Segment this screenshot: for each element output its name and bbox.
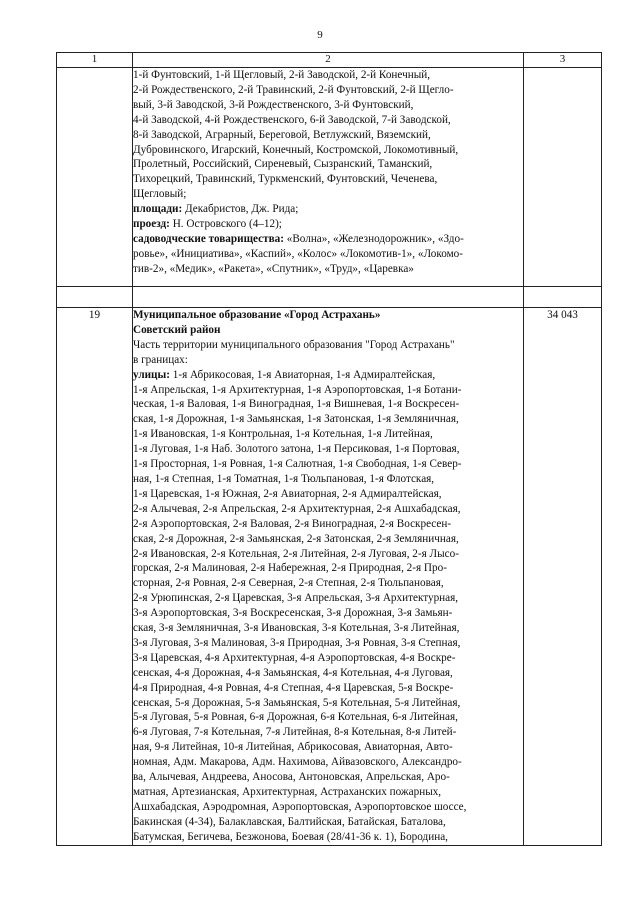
text-line: 3-я Луговая, 3-я Малиновая, 3-я Природная, 3-я Ровная, 3-я Степная, — [133, 636, 461, 649]
text-line: 5-я Луговая, 5-я Ровная, 6-я Дорожная, 6-я Котельная, 6-я Литейная, — [133, 711, 458, 724]
municipality-title: Муниципальное образование «Город Астрахань» — [133, 309, 381, 321]
gardens-text-2: тив-2», «Медик», «Ракета», «Спутник», «Труд», «Царевка» — [133, 262, 414, 275]
text-line: 6-я Луговая, 7-я Котельная, 7-я Литейная, 8-я Котельная, 8-я Литей- — [133, 726, 457, 739]
passage-text: Н. Островского (4–12); — [169, 218, 282, 231]
row-number-cell: 19 — [57, 308, 133, 846]
population-cell — [524, 68, 602, 287]
text-line: Щегловый; — [133, 188, 187, 201]
intro-text: Часть территории муниципального образования "Город Астрахань" в границах: — [133, 338, 455, 366]
gardens-text-0: «Волна», «Железнодорожник», «Здо- — [283, 232, 464, 245]
text-line: 2-й Рождественского, 2-й Травинский, 2-й Фунтовский, 2-й Щегло- — [133, 83, 454, 96]
text-line: Батумская, Бегичева, Безжонова, Боевая (28/41-36 к. 1), Бородина, — [133, 830, 448, 843]
text-line: 1-я Царевская, 1-я Южная, 2-я Авиаторная, 2-я Адмиралтейская, — [133, 487, 442, 500]
register-table — [56, 52, 602, 846]
squares-label: площади: — [133, 203, 183, 216]
text-line: ская, 1-я Дорожная, 1-я Замьянская, 1-я Затонская, 1-я Земляничная, — [133, 413, 459, 426]
text-line: ва, Алычевая, Андреева, Аносова, Антоновская, Апрельская, Аро- — [133, 771, 450, 784]
text-line: горская, 2-я Малиновая, 2-я Набережная, 2-я Природная, 2-я Про- — [133, 562, 447, 575]
text-line: 8-й Заводской, Аграрный, Береговой, Ветлужский, Вяземский, — [133, 128, 431, 141]
text-line: ческая, 1-я Валовая, 1-я Виноградная, 1-я Вишневая, 1-я Воскресен- — [133, 398, 460, 411]
text-line: Ашхабадская, Аэродромная, Аэропортовская, Аэропортовское шоссе, — [133, 800, 467, 813]
streets-list — [133, 383, 523, 845]
text-line: 2-я Алычевая, 2-я Апрельская, 2-я Архитектурная, 2-я Ашхабадская, — [133, 502, 461, 515]
district-title: Советский район — [133, 323, 221, 336]
text-line: 4-я Природная, 4-я Ровная, 4-я Степная, 4-я Царевская, 5-я Воскре- — [133, 681, 454, 694]
header-col-1: 1 — [57, 53, 133, 68]
gardens-line — [133, 232, 523, 277]
streets-first: 1-я Абрикосовая, 1-я Авиаторная, 1-я Адмиралтейская, — [169, 368, 436, 381]
territory-description-cell — [133, 308, 524, 846]
table-row-spacer — [57, 287, 602, 308]
text-line: 3-я Аэропортовская, 3-я Воскресенская, 3-я Дорожная, 3-я Замьян- — [133, 607, 453, 620]
streets-first-line — [133, 368, 523, 383]
text-line: 1-я Просторная, 1-я Ровная, 1-я Салютная, 1-я Свободная, 1-я Север- — [133, 458, 462, 471]
text-line: 2-я Урюпинская, 2-я Царевская, 3-я Апрельская, 3-я Архитектурная, — [133, 592, 459, 605]
text-line: Дубровинского, Игарский, Конечный, Костромской, Локомотивный, — [133, 143, 459, 156]
gardens-text-1: ровье», «Инициатива», «Каспий», «Колос» «Локомотив-1», «Локомо- — [133, 247, 464, 260]
text-line: сенская, 5-я Дорожная, 5-я Замьянская, 5-я Котельная, 5-я Литейная, — [133, 696, 461, 709]
table-row-19 — [57, 308, 602, 846]
text-line: 3-я Царевская, 4-я Архитектурная, 4-я Аэропортовская, 4-я Воскре- — [133, 651, 456, 664]
text-line: ная, 1-я Степная, 1-я Томатная, 1-я Тюльпановая, 1-я Флотская, — [133, 472, 435, 485]
text-line: 1-й Фунтовский, 1-й Щегловый, 2-й Заводской, 2-й Конечный, — [133, 69, 431, 81]
text-line: Пролетный, Российский, Сиреневый, Сызранский, Таманский, — [133, 158, 433, 171]
text-line: 1-я Ивановская, 1-я Контрольная, 1-я Котельная, 1-я Литейная, — [133, 428, 433, 441]
squares-line — [133, 202, 523, 217]
table-header-row — [57, 53, 602, 68]
territory-description-cell — [133, 68, 524, 287]
text-line: вый, 3-й Заводской, 3-й Рождественского, 3-й Фунтовский, — [133, 98, 414, 111]
text-line: сенская, 4-я Дорожная, 4-я Замьянская, 4-я Котельная, 4-я Луговая, — [133, 666, 453, 679]
passage-line — [133, 217, 523, 232]
text-line: Тихорецкий, Травинский, Туркменский, Фунтовский, Чеченева, — [133, 173, 438, 186]
text-line: Бакинская (4-34), Балаклавская, Балтийская, Батайская, Баталова, — [133, 815, 446, 828]
text-line: ская, 2-я Дорожная, 2-я Замьянская, 2-я Затонская, 2-я Земляничная, — [133, 532, 459, 545]
squares-text: Декабристов, Дж. Рида; — [182, 203, 299, 216]
table-row-continuation — [57, 68, 602, 287]
header-col-3: 3 — [524, 53, 602, 68]
text-line: ская, 3-я Земляничная, 3-я Ивановская, 3-я Котельная, 3-я Литейная, — [133, 622, 460, 635]
gardens-label: садоводческие товарищества: — [133, 232, 284, 245]
streets-label: улицы: — [133, 368, 170, 381]
text-line: 4-й Заводской, 4-й Рождественского, 6-й Заводской, 7-й Заводской, — [133, 113, 451, 126]
lanes-list — [133, 68, 523, 202]
text-line: 1-я Апрельская, 1-я Архитектурная, 1-я Аэропортовская, 1-я Ботани- — [133, 383, 462, 396]
text-line: ная, 9-я Литейная, 10-я Литейная, Абрикосовая, Авиаторная, Авто- — [133, 741, 453, 754]
text-line: 2-я Аэропортовская, 2-я Валовая, 2-я Виноградная, 2-я Воскресен- — [133, 517, 452, 530]
text-line: номная, Адм. Макарова, Адм. Нахимова, Айвазовского, Александро- — [133, 756, 462, 769]
text-line: 1-я Луговая, 1-я Наб. Золотого затона, 1-я Персиковая, 1-я Портовая, — [133, 443, 460, 456]
passage-label: проезд: — [133, 218, 170, 231]
row-number-cell — [57, 68, 133, 287]
header-col-2: 2 — [133, 53, 524, 68]
text-line: сторная, 2-я Ровная, 2-я Северная, 2-я Степная, 2-я Тюльпановая, — [133, 577, 444, 590]
text-line: 2-я Ивановская, 2-я Котельная, 2-я Литейная, 2-я Луговая, 2-я Лысо- — [133, 547, 459, 560]
text-line: матная, Артезианская, Архитектурная, Астраханских пожарных, — [133, 786, 442, 798]
population-cell: 34 043 — [524, 308, 602, 846]
page-number: 9 — [317, 29, 323, 41]
